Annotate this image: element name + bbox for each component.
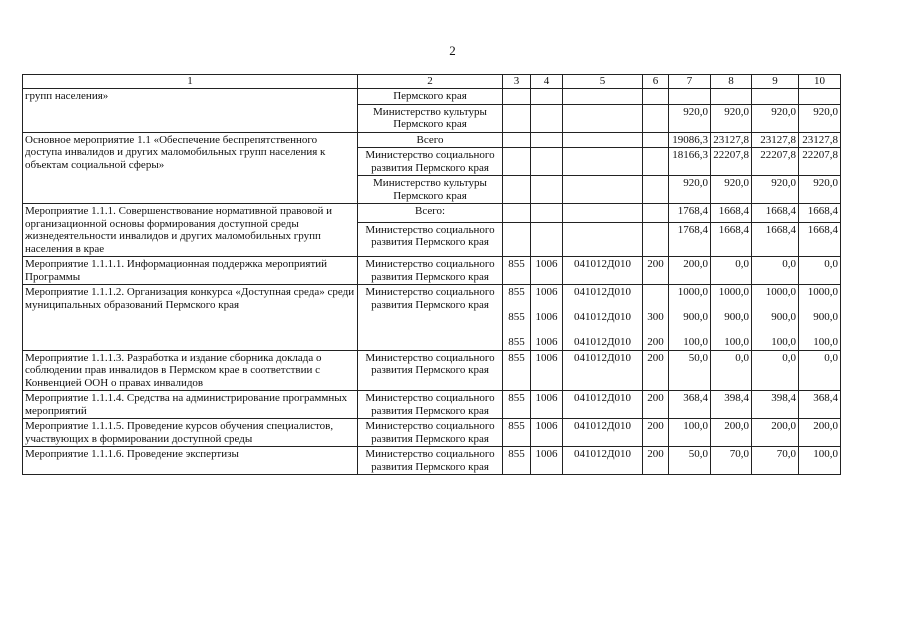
value-cell-c5: 041012Д010	[563, 350, 643, 391]
stacked-value: 1000,0	[807, 286, 838, 298]
value-cell-v9: 23127,8	[752, 132, 799, 148]
table-row	[23, 285, 841, 351]
value-cell-v10: 368,4	[799, 391, 841, 419]
executor-cell: Министерство социального развития Пермского края	[358, 447, 503, 475]
value-cell-c4	[531, 148, 563, 176]
stacked-value: 1006	[535, 286, 558, 298]
value-cell-c3	[503, 176, 531, 204]
header-cell-3: 3	[503, 75, 531, 89]
value-cell-c6	[643, 89, 669, 105]
value-cell-v8: 920,0	[711, 176, 752, 204]
header-cell-7: 7	[669, 75, 711, 89]
value-cell-v9: 1668,4	[752, 204, 799, 223]
value-cell-v9: 70,0	[752, 447, 799, 475]
value-cell-v7: 920,0	[669, 176, 711, 204]
value-cell-c5	[563, 176, 643, 204]
stacked-value: 1000,0	[677, 286, 708, 298]
stacked-value: 1000,0	[765, 286, 796, 298]
value-cell-c6	[643, 176, 669, 204]
table-row	[23, 204, 841, 223]
stacked-value: 100,0	[813, 336, 838, 348]
value-cell-c4	[531, 285, 563, 351]
header-cell-2: 2	[358, 75, 503, 89]
value-cell-c3: 855	[503, 391, 531, 419]
value-cell-c5: 041012Д010	[563, 391, 643, 419]
value-cell-v7: 1768,4	[669, 204, 711, 223]
table-row	[23, 419, 841, 447]
stacked-value: 041012Д010	[573, 311, 631, 323]
value-cell-c5	[563, 89, 643, 105]
value-cell-v8: 398,4	[711, 391, 752, 419]
stacked-value: 855	[508, 336, 525, 348]
value-cell-v7	[669, 285, 711, 351]
value-cell-v10: 920,0	[799, 176, 841, 204]
value-cell-c5: 041012Д010	[563, 447, 643, 475]
value-cell-c6	[643, 148, 669, 176]
stacked-value: 855	[508, 311, 525, 323]
value-cell-v10	[799, 89, 841, 105]
table-row	[23, 350, 841, 391]
value-cell-c4	[531, 132, 563, 148]
value-cell-v7: 100,0	[669, 419, 711, 447]
value-cell-v10: 23127,8	[799, 132, 841, 148]
value-cell-c4: 1006	[531, 391, 563, 419]
value-cell-c6: 200	[643, 350, 669, 391]
value-cell-v7: 368,4	[669, 391, 711, 419]
value-cell-v8: 1668,4	[711, 204, 752, 223]
value-cell-v7: 1768,4	[669, 222, 711, 256]
header-cell-1: 1	[23, 75, 358, 89]
header-cell-5: 5	[563, 75, 643, 89]
stacked-value: 100,0	[724, 336, 749, 348]
header-cell-10: 10	[799, 75, 841, 89]
stacked-value	[645, 286, 666, 299]
value-cell-v10: 0,0	[799, 257, 841, 285]
value-cell-c4: 1006	[531, 257, 563, 285]
stacked-value: 900,0	[813, 311, 838, 323]
header-cell-9: 9	[752, 75, 799, 89]
executor-cell: Министерство социального развития Пермского края	[358, 285, 503, 351]
stacked-value: 100,0	[683, 336, 708, 348]
row-name-cell: Мероприятие 1.1.1.1. Информационная поддержка мероприятий Программы	[23, 257, 358, 285]
value-cell-v8: 23127,8	[711, 132, 752, 148]
row-name-cell: Мероприятие 1.1.1.4. Средства на администрирование программных мероприятий	[23, 391, 358, 419]
value-cell-v8	[711, 89, 752, 105]
row-name-cell: Основное мероприятие 1.1 «Обеспечение беспрепятственного доступа инвалидов и других маломобильных групп населения к объектам социальной сферы»	[23, 132, 358, 204]
value-cell-v9: 0,0	[752, 257, 799, 285]
stacked-value: 900,0	[771, 311, 796, 323]
stacked-value: 1000,0	[718, 286, 749, 298]
value-cell-c3: 855	[503, 419, 531, 447]
value-cell-c5	[563, 222, 643, 256]
value-cell-v7: 19086,3	[669, 132, 711, 148]
value-cell-v10: 1668,4	[799, 222, 841, 256]
executor-cell: Министерство социального развития Пермского края	[358, 148, 503, 176]
table-header-row	[23, 75, 841, 89]
value-cell-v8	[711, 285, 752, 351]
table-row	[23, 132, 841, 148]
executor-cell: Министерство социального развития Пермского края	[358, 391, 503, 419]
row-name-cell: Мероприятие 1.1.1.6. Проведение экспертизы	[23, 447, 358, 475]
value-cell-c5: 041012Д010	[563, 419, 643, 447]
row-name-cell: Мероприятие 1.1.1.3. Разработка и издание сборника доклада о соблюдении прав инвалидов в Пермском крае в соответствии с Конвенцией ООН о правах инвалидов	[23, 350, 358, 391]
value-cell-v8: 0,0	[711, 257, 752, 285]
value-cell-c3	[503, 148, 531, 176]
value-cell-v10: 200,0	[799, 419, 841, 447]
value-cell-c3	[503, 222, 531, 256]
stacked-value: 200	[647, 336, 664, 348]
value-cell-c3: 855	[503, 257, 531, 285]
value-cell-v7	[669, 89, 711, 105]
value-cell-c3	[503, 285, 531, 351]
value-cell-v9: 398,4	[752, 391, 799, 419]
page-number: 2	[449, 43, 456, 58]
value-cell-c3	[503, 89, 531, 105]
value-cell-c6: 200	[643, 257, 669, 285]
value-cell-c6: 200	[643, 419, 669, 447]
value-cell-v8: 200,0	[711, 419, 752, 447]
stacked-value: 300	[647, 311, 664, 323]
value-cell-v10: 920,0	[799, 104, 841, 132]
row-name-cell: Мероприятие 1.1.1.2. Организация конкурса «Доступная среда» среди муниципальных образований Пермского края	[23, 285, 358, 351]
value-cell-c4: 1006	[531, 419, 563, 447]
value-cell-c4	[531, 222, 563, 256]
value-cell-v9	[752, 285, 799, 351]
value-cell-v10: 0,0	[799, 350, 841, 391]
stacked-value: 100,0	[771, 336, 796, 348]
value-cell-c6	[643, 222, 669, 256]
row-name-cell: групп населения»	[23, 89, 358, 133]
table-row	[23, 257, 841, 285]
value-cell-v9: 22207,8	[752, 148, 799, 176]
value-cell-c6: 200	[643, 447, 669, 475]
executor-cell: Всего	[358, 132, 503, 148]
value-cell-c6	[643, 104, 669, 132]
value-cell-c3: 855	[503, 447, 531, 475]
value-cell-v10: 22207,8	[799, 148, 841, 176]
row-name-cell: Мероприятие 1.1.1.5. Проведение курсов обучения специалистов, участвующих в формировании доступной среды	[23, 419, 358, 447]
value-cell-v8: 920,0	[711, 104, 752, 132]
value-cell-v9: 920,0	[752, 176, 799, 204]
value-cell-v8: 70,0	[711, 447, 752, 475]
value-cell-v8: 22207,8	[711, 148, 752, 176]
stacked-value: 041012Д010	[573, 286, 631, 298]
value-cell-c5	[563, 132, 643, 148]
executor-cell: Министерство культуры Пермского края	[358, 104, 503, 132]
value-cell-c6	[643, 132, 669, 148]
table-row	[23, 391, 841, 419]
table-row	[23, 89, 841, 105]
value-cell-c5	[563, 285, 643, 351]
value-cell-v7: 50,0	[669, 350, 711, 391]
value-cell-c5	[563, 104, 643, 132]
value-cell-c6: 200	[643, 391, 669, 419]
stacked-value: 900,0	[724, 311, 749, 323]
executor-cell: Министерство социального развития Пермского края	[358, 222, 503, 256]
value-cell-c6	[643, 204, 669, 223]
value-cell-v9: 0,0	[752, 350, 799, 391]
executor-cell: Пермского края	[358, 89, 503, 105]
value-cell-v9: 920,0	[752, 104, 799, 132]
value-cell-c5: 041012Д010	[563, 257, 643, 285]
value-cell-v9: 200,0	[752, 419, 799, 447]
value-cell-c4: 1006	[531, 447, 563, 475]
program-table	[22, 74, 841, 475]
table-row	[23, 447, 841, 475]
value-cell-c3	[503, 104, 531, 132]
stacked-value: 041012Д010	[573, 336, 631, 348]
value-cell-v9	[752, 89, 799, 105]
stacked-value: 1006	[535, 311, 558, 323]
value-cell-v7: 18166,3	[669, 148, 711, 176]
stacked-value: 900,0	[683, 311, 708, 323]
value-cell-v8: 0,0	[711, 350, 752, 391]
value-cell-v10: 1668,4	[799, 204, 841, 223]
value-cell-v8: 1668,4	[711, 222, 752, 256]
value-cell-v10: 100,0	[799, 447, 841, 475]
value-cell-c5	[563, 148, 643, 176]
row-name-cell: Мероприятие 1.1.1. Совершенствование нормативной правовой и организационной основы формирования доступной среды жизнедеятельности инвалидов и других маломобильных групп населения в крае	[23, 204, 358, 257]
header-cell-6: 6	[643, 75, 669, 89]
value-cell-c4	[531, 176, 563, 204]
value-cell-c4	[531, 104, 563, 132]
stacked-value: 1006	[535, 336, 558, 348]
executor-cell: Министерство культуры Пермского края	[358, 176, 503, 204]
header-cell-8: 8	[711, 75, 752, 89]
value-cell-c6	[643, 285, 669, 351]
value-cell-c4: 1006	[531, 350, 563, 391]
value-cell-v7: 200,0	[669, 257, 711, 285]
value-cell-c3	[503, 204, 531, 223]
executor-cell: Всего:	[358, 204, 503, 223]
value-cell-v10	[799, 285, 841, 351]
value-cell-v7: 50,0	[669, 447, 711, 475]
value-cell-c5	[563, 204, 643, 223]
value-cell-v7: 920,0	[669, 104, 711, 132]
header-cell-4: 4	[531, 75, 563, 89]
value-cell-c4	[531, 89, 563, 105]
executor-cell: Министерство социального развития Пермского края	[358, 350, 503, 391]
executor-cell: Министерство социального развития Пермского края	[358, 419, 503, 447]
executor-cell: Министерство социального развития Пермского края	[358, 257, 503, 285]
value-cell-v9: 1668,4	[752, 222, 799, 256]
value-cell-c4	[531, 204, 563, 223]
value-cell-c3	[503, 132, 531, 148]
stacked-value: 855	[508, 286, 525, 298]
value-cell-c3: 855	[503, 350, 531, 391]
